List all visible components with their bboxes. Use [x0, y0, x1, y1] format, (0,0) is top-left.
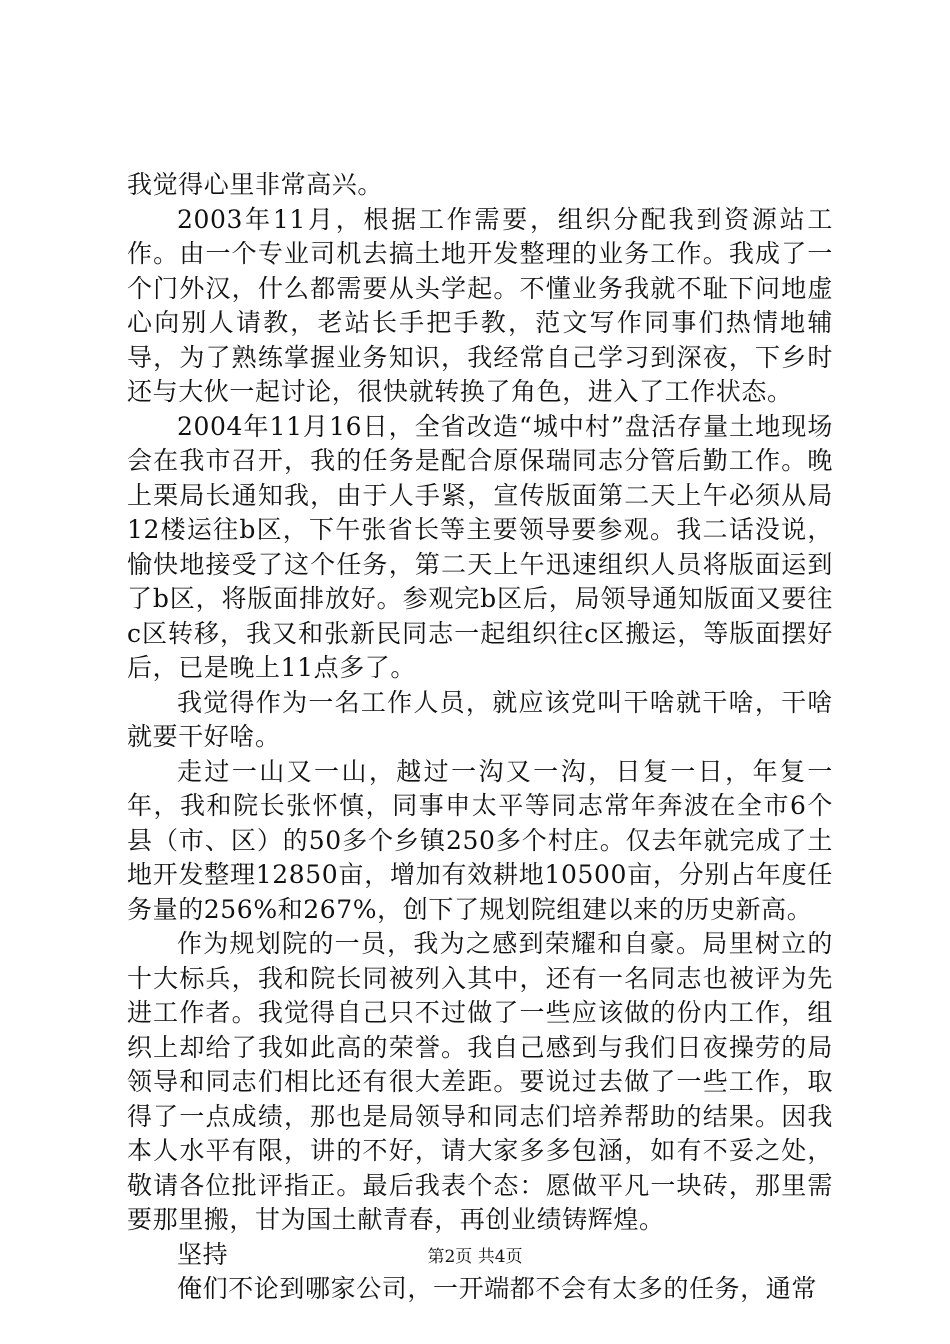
paragraph-achievements: 走过一山又一山，越过一沟又一沟，日复一日，年复一年，我和院长张怀慎，同事申太平等同志常年奔波在全市6个县（市、区）的50多个乡镇250多个村庄。仅去年就完成了土地开发整理12850亩，增加有效耕地10500亩，分别占年度任务量的256%和267%，创下了规划院组建以来的历史新高。 [127, 756, 833, 924]
page-number-footer: 第2页 共4页 [427, 1247, 523, 1267]
paragraph-honor: 作为规划院的一员，我为之感到荣耀和自豪。局里树立的十大标兵，我和院长同被列入其中，还有一名同志也被评为先进工作者。我觉得自己只不过做了一些应该做的份内工作，组织上却给了我如此高的荣誉。我自己感到与我们日夜操劳的局领导和同志们相比还有很大差距。要说过去做了一些工作，取得了一点成绩，那也是局领导和同志们培养帮助的结果。因我本人水平有限，讲的不好，请大家多多包涵，如有不妥之处，敬请各位批评指正。最后我表个态：愿做平凡一块砖，那里需要那里搬，甘为国土献青春，再创业绩铸辉煌。 [127, 929, 833, 1234]
paragraph-resource-station: 2003年11月，根据工作需要，组织分配我到资源站工作。由一个专业司机去搞土地开发整理的业务工作。我成了一个门外汉，什么都需要从头学起。不懂业务我就不耻下问地虚心向别人请教，老站长手把手教，范文写作同事们热情地辅导，为了熟练掌握业务知识，我经常自己学习到深夜，下乡时还与大伙一起讨论，很快就转换了角色，进入了工作状态。 [127, 204, 833, 406]
paragraph-site-meeting: 2004年11月16日，全省改造“城中村”盘活存量土地现场会在我市召开，我的任务是配合原保瑞同志分管后勤工作。晚上栗局长通知我，由于人手紧，宣传版面第二天上午必须从局12楼运往b区，下午张省长等主要领导要参观。我二话没说，愉快地接受了这个任务，第二天上午迅速组织人员将版面运到了b区，将版面排放好。参观完b区后，局领导通知版面又要往c区转移，我又和张新民同志一起组织往c区搬运，等版面摆好后，已是晚上11点多了。 [127, 411, 833, 682]
paragraph-continuation: 我觉得心里非常高兴。 [127, 170, 384, 199]
section-heading: 坚持 [177, 1239, 229, 1269]
paragraph-attitude: 我觉得作为一名工作人员，就应该党叫干啥就干啥，干啥就要干好啥。 [127, 687, 833, 751]
document-body [127, 168, 833, 1307]
paragraph-persistence: 俺们不论到哪家公司，一开端都不会有太多的任务，通常 [177, 1274, 818, 1303]
